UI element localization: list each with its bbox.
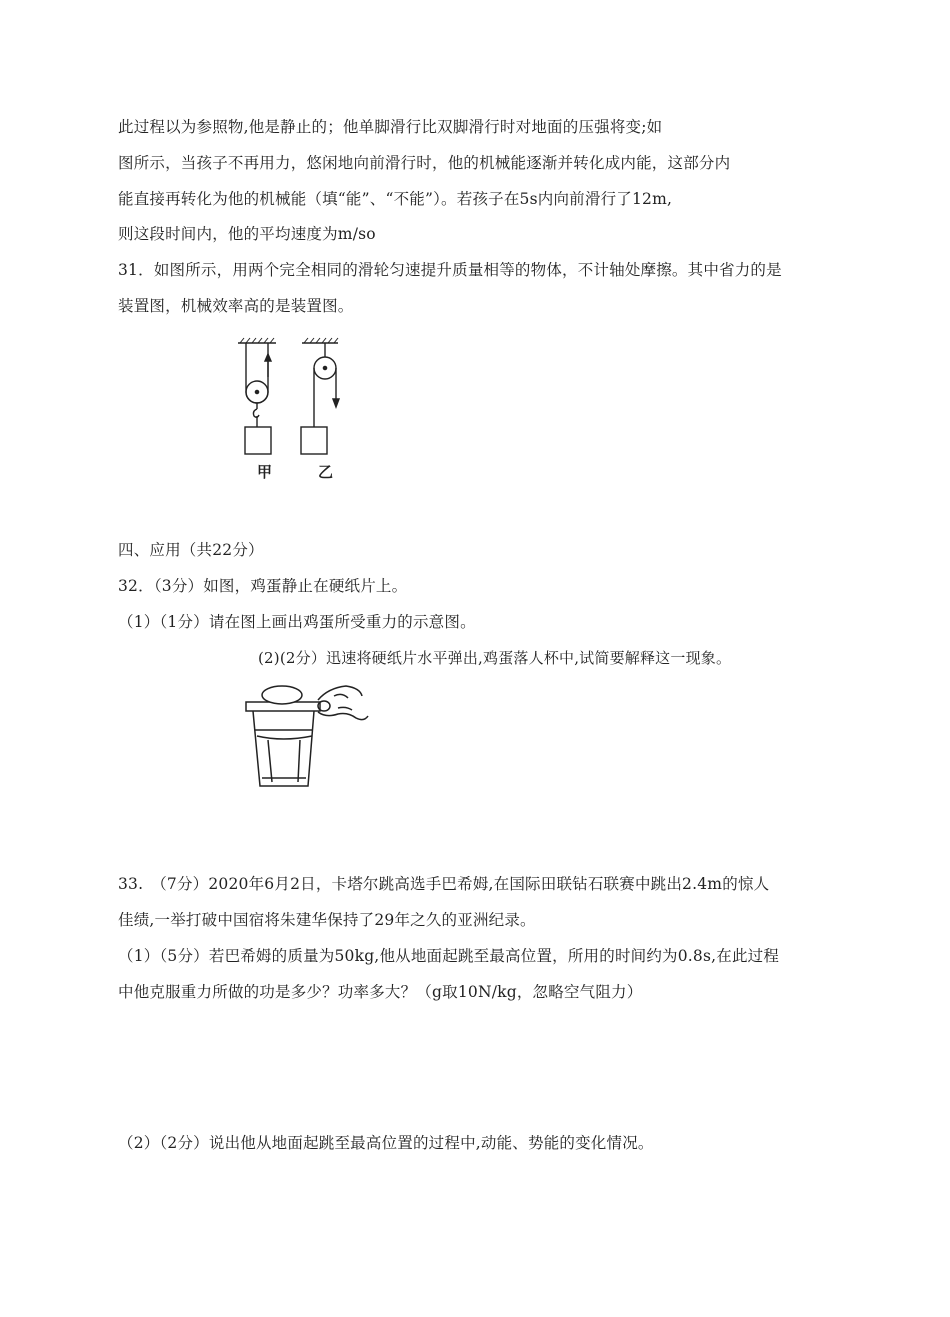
- q30-line-4: 则这段时间内，他的平均速度为m/so: [118, 225, 376, 243]
- q32-stem: 32．（3分）如图，鸡蛋静止在硬纸片上。: [118, 577, 408, 595]
- label-yi: 乙: [318, 463, 334, 481]
- q33-part-1-line-1: （1）（5分）若巴希姆的质量为50kg,他从地面起跳至最高位置，所用的时间约为0.8s,在此过程: [118, 947, 780, 965]
- egg-cup-figure: [238, 678, 373, 793]
- egg-cup-diagram: [238, 678, 373, 793]
- q33-part-2: （2）（2分）说出他从地面起跳至最高位置的过程中,动能、势能的变化情况。: [118, 1134, 654, 1152]
- q31-line-1: 31．如图所示，用两个完全相同的滑轮匀速提升质量相等的物体，不计轴处摩擦。其中省力的是: [118, 261, 782, 279]
- movable-pulley-jia: [238, 338, 276, 454]
- q30-line-2: 图所示，当孩子不再用力，悠闲地向前滑行时，他的机械能逐渐并转化成内能，这部分内: [118, 154, 731, 172]
- fixed-pulley-yi: [301, 338, 339, 454]
- q32-part-1: （1）（1分）请在图上画出鸡蛋所受重力的示意图。: [118, 613, 476, 631]
- q32-part-2: (2)(2分）迅速将硬纸片水平弹出,鸡蛋落人杯中,试简要解释这一现象。: [258, 649, 732, 667]
- label-jia: 甲: [257, 463, 273, 481]
- q30-line-1: 此过程以为参照物,他是静止的；他单脚滑行比双脚滑行时对地面的压强将变;如: [118, 118, 663, 136]
- pulley-figure: [230, 335, 360, 485]
- q31-line-2: 装置图，机械效率高的是装置图。: [118, 297, 354, 315]
- pulley-diagram: [230, 335, 360, 485]
- section-4-title: 四、应用（共22分）: [118, 541, 264, 559]
- q30-line-3: 能直接再转化为他的机械能（填“能”、“不能”）。若孩子在5s内向前滑行了12m,: [118, 190, 673, 208]
- q33-line-2: 佳绩,一举打破中国宿将朱建华保持了29年之久的亚洲纪录。: [118, 911, 536, 929]
- q33-part-1-line-2: 中他克服重力所做的功是多少？功率多大？（g取10N/kg，忽略空气阻力）: [118, 983, 643, 1001]
- q33-line-1: 33. （7分）2020年6月2日，卡塔尔跳高选手巴希姆,在国际田联钻石联赛中跳出2.4m的惊人: [118, 875, 770, 893]
